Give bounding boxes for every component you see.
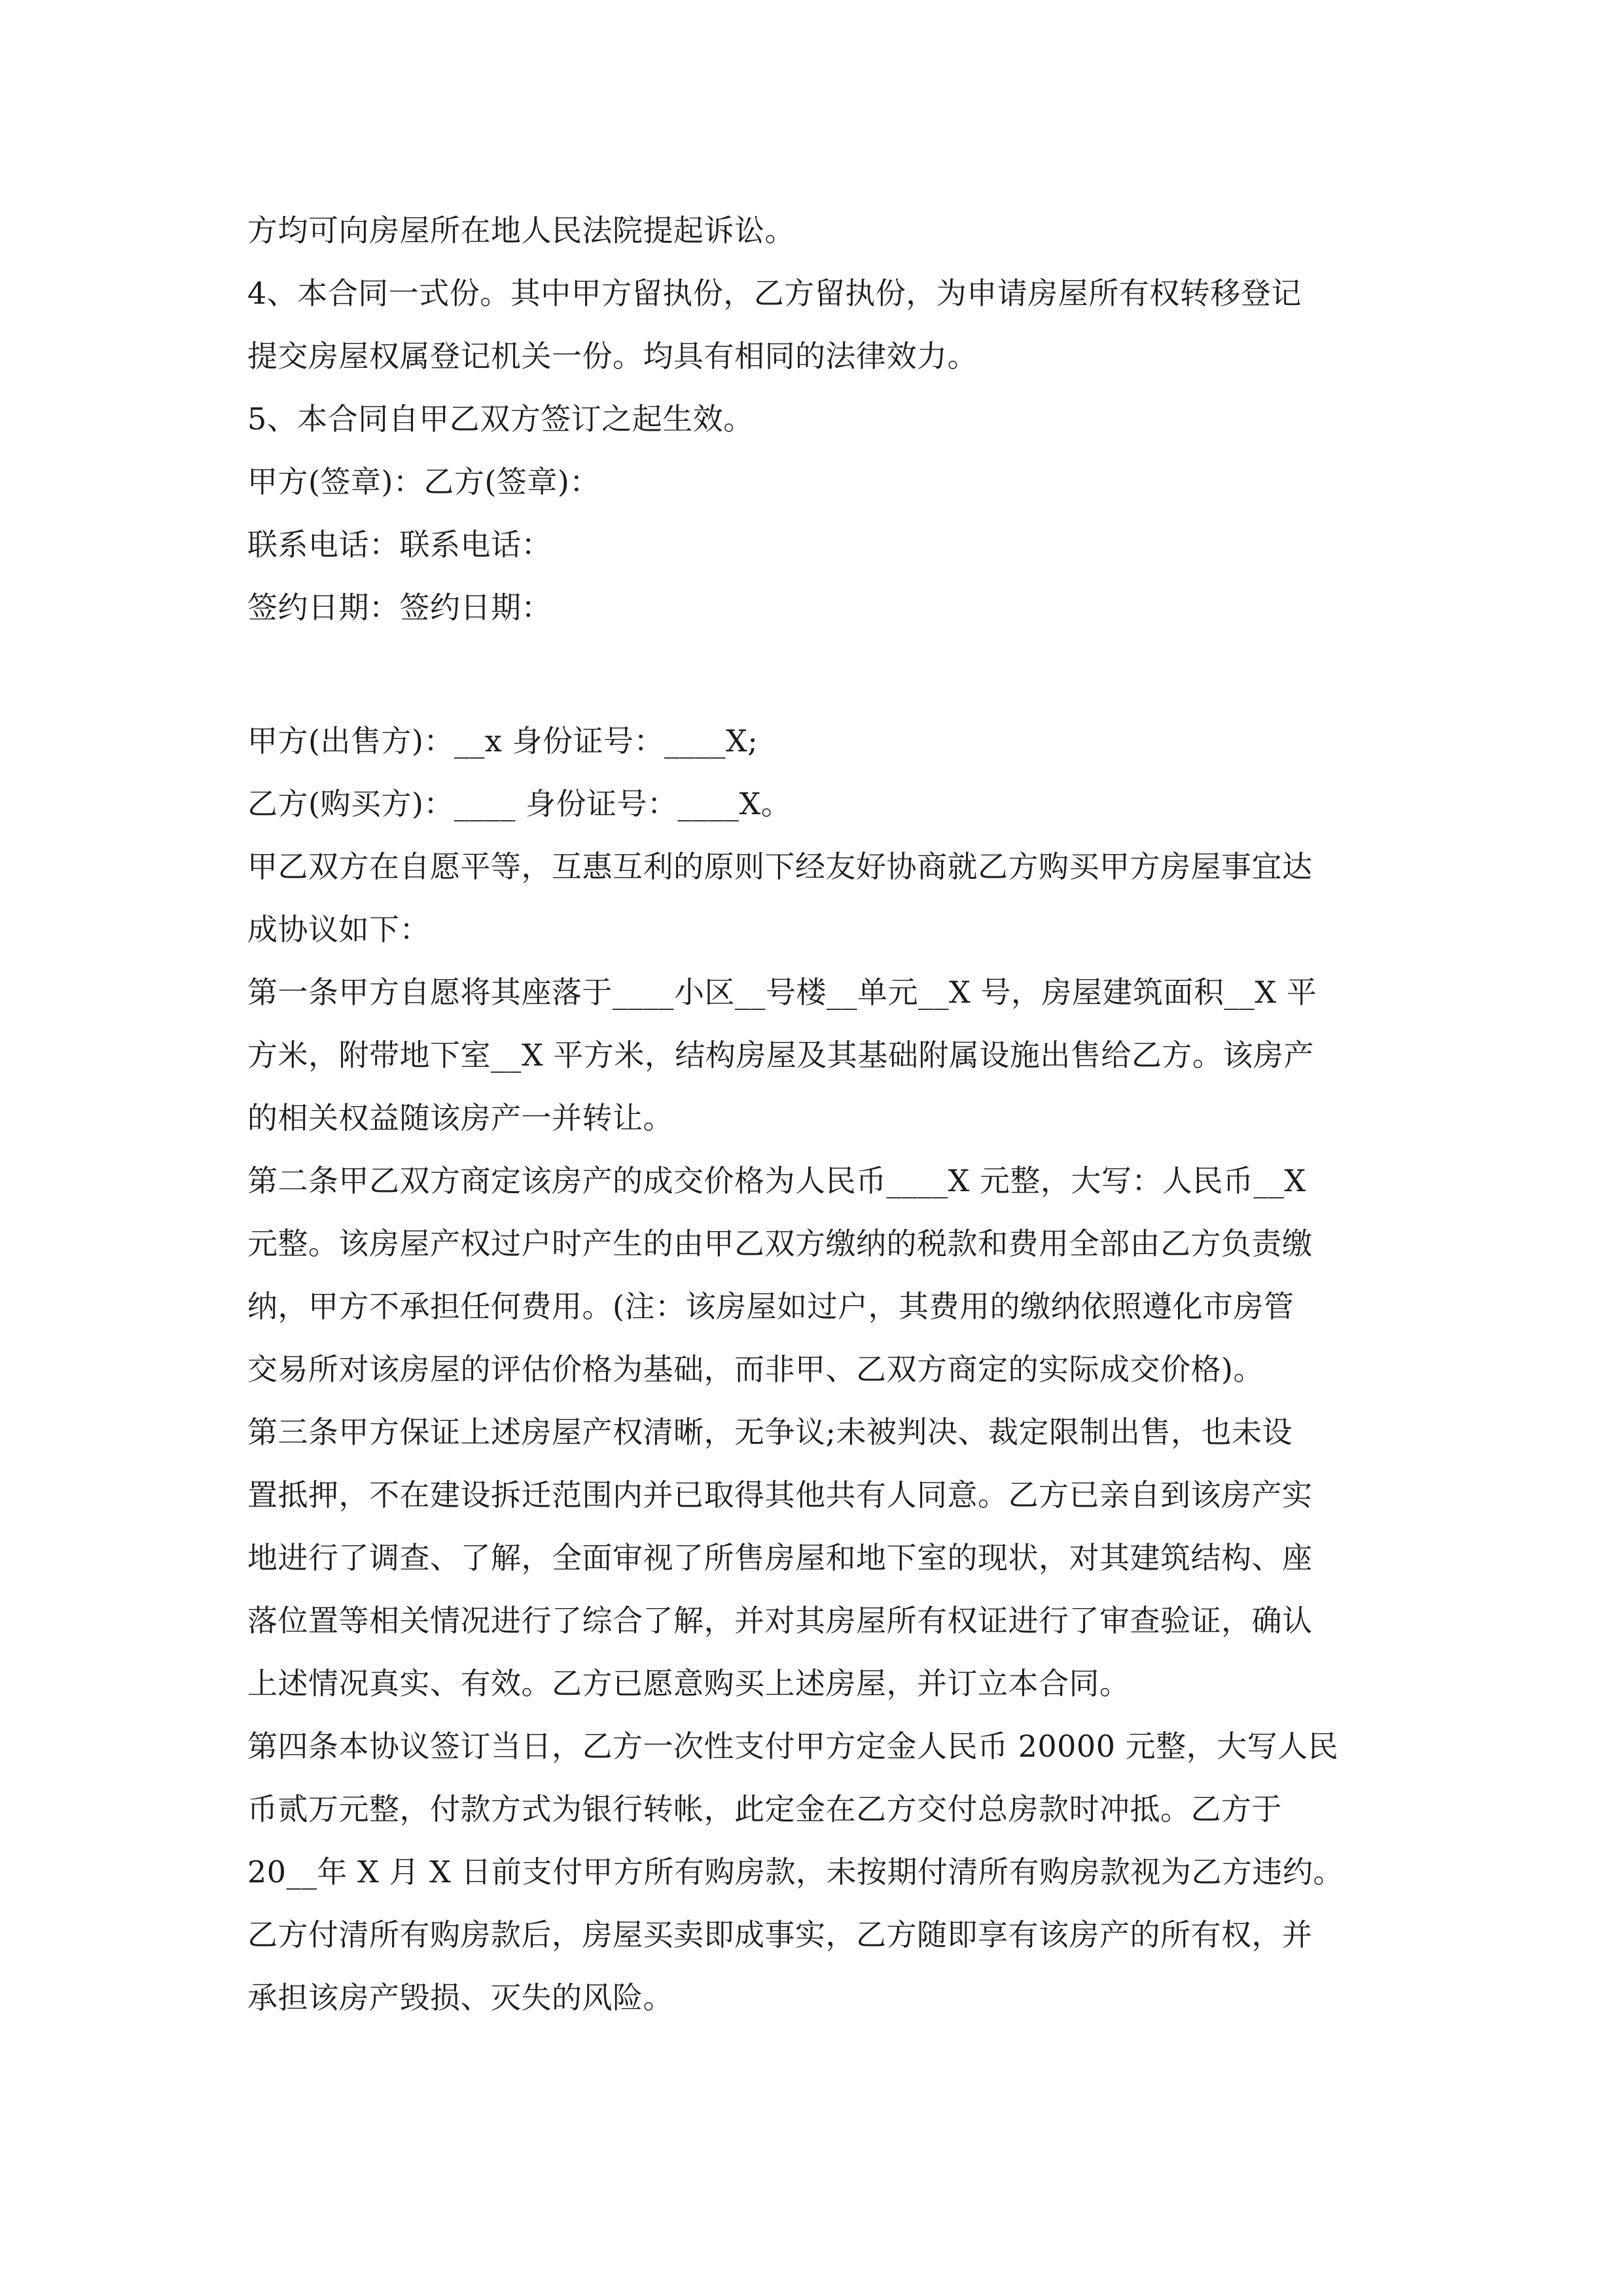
text-line: 甲乙双方在自愿平等，互惠互利的原则下经友好协商就乙方购买甲方房屋事宜达 [247,849,1313,884]
text-line: 方均可向房屋所在地人民法院提起诉讼。 [247,213,795,248]
text-line: 纳，甲方不承担任何费用。(注：该房屋如过户，其费用的缴纳依照遵化市房管 [247,1289,1294,1324]
text-line: 置抵押，不在建设拆迁范围内并已取得其他共有人同意。乙方已亲自到该房产实 [247,1477,1313,1513]
text-line: 地进行了调查、了解，全面审视了所售房屋和地下室的现状，对其建筑结构、座 [247,1540,1313,1575]
text-line: 第二条甲乙双方商定该房产的成交价格为人民币____X 元整，大写：人民币__X [247,1163,1306,1198]
text-line: 落位置等相关情况进行了综合了解，并对其房屋所有权证进行了审查验证，确认 [247,1603,1313,1638]
text-line: 乙方(购买方)：____ 身份证号：____X。 [247,786,792,821]
text-line: 第一条甲方自愿将其座落于____小区__号楼__单元__X 号，房屋建筑面积__X 平 [247,975,1317,1010]
text-line: 乙方付清所有购房款后，房屋买卖即成事实，乙方随即享有该房产的所有权，并 [247,1917,1313,1952]
text-line: 甲方(出售方)：__x 身份证号：____X; [247,723,758,759]
text-line: 联系电话：联系电话： [247,527,552,562]
text-line: 第四条本协议签订当日，乙方一次性支付甲方定金人民币 20000 元整，大写人民 [247,1729,1339,1764]
text-line: 5、本合同自甲乙双方签订之起生效。 [247,401,754,437]
text-line: 的相关权益随该房产一并转让。 [247,1100,673,1136]
text-line: 元整。该房屋产权过户时产生的由甲乙双方缴纳的税款和费用全部由乙方负责缴 [247,1226,1313,1261]
text-line: 第三条甲方保证上述房屋产权清晰，无争议;未被判决、裁定限制出售，也未设 [247,1414,1293,1450]
text-line: 币贰万元整，付款方式为银行转帐，此定金在乙方交付总房款时冲抵。乙方于 [247,1791,1282,1827]
text-line: 上述情况真实、有效。乙方已愿意购买上述房屋，并订立本合同。 [247,1666,1130,1701]
text-line: 方米，附带地下室__X 平方米，结构房屋及其基础附属设施出售给乙方。该房产 [247,1037,1314,1073]
text-line: 承担该房产毁损、灭失的风险。 [247,1980,673,2015]
text-line: 签约日期：签约日期： [247,590,552,625]
text-line: 甲方(签章)：乙方(签章)： [247,464,600,499]
text-line: 交易所对该房屋的评估价格为基础，而非甲、乙双方商定的实际成交价格)。 [247,1352,1264,1387]
text-line: 4、本合同一式份。其中甲方留执份，乙方留执份，为申请房屋所有权转移登记 [247,276,1302,311]
text-line: 成协议如下： [247,912,430,947]
text-line: 提交房屋权属登记机关一份。均具有相同的法律效力。 [247,338,978,374]
text-line: 20__年 X 月 X 日前支付甲方所有购房款，未按期付清所有购房款视为乙方违约。 [247,1854,1344,1890]
